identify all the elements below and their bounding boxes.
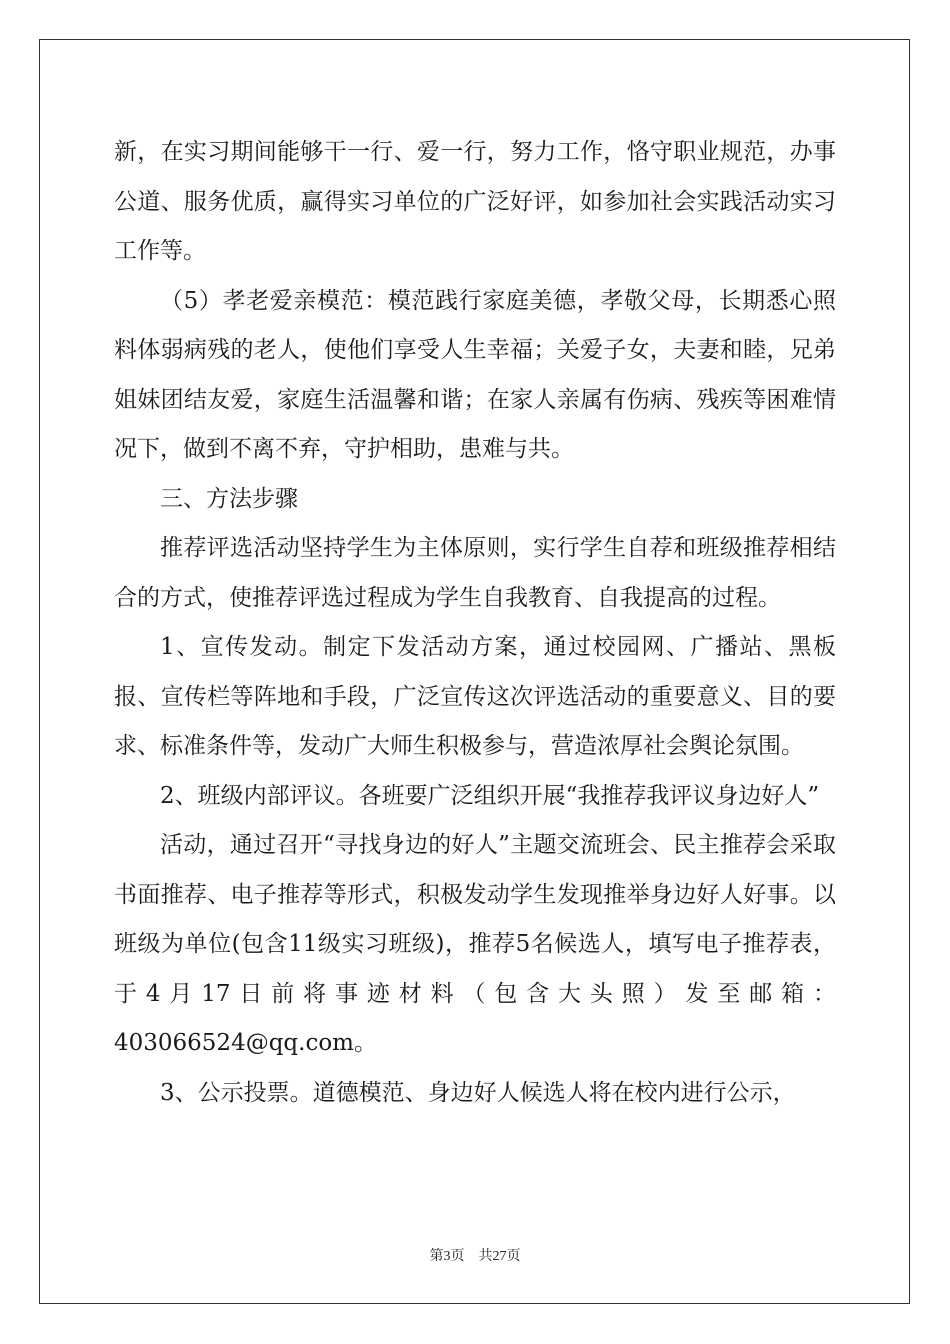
paragraph-7: 3、公示投票。道德模范、身边好人候选人将在校内进行公示， (160, 1079, 796, 1106)
paragraph-4: 1、宣传发动。制定下发活动方案，通过校园网、广播站、黑板报、宣传栏等阵地和手段，广泛宣传这次评选活动的重要意义、目的要求、标准条件等，发动广大师生积极参与，营造浓厚社会舆论氛围。 (114, 634, 836, 759)
total-pages: 共27页 (478, 1249, 521, 1264)
paragraph-6: 活动，通过召开“寻找身边的好人”主题交流班会、民主推荐会采取书面推荐、电子推荐等形式，积极发动学生发现推举身边好人好事。以班级为单位(包含11级实习班级)，推荐5名候选人，填写电子推荐表，于4月17日前将事迹材料（包含大头照）发至邮箱：403066524@qq.com。 (114, 832, 836, 1056)
document-body (114, 128, 836, 1118)
paragraph-1: 新，在实习期间能够干一行、爱一行，努力工作，恪守职业规范，办事公道、服务优质，赢得实习单位的广泛好评，如参加社会实践活动实习工作等。 (114, 139, 836, 264)
current-page-number: 第3页 (429, 1249, 465, 1264)
section-heading: 三、方法步骤 (160, 485, 298, 512)
page-footer (0, 1245, 950, 1265)
paragraph-5: 2、班级内部评议。各班要广泛组织开展“我推荐我评议身边好人” (160, 782, 820, 809)
paragraph-2: （5）孝老爱亲模范：模范践行家庭美德，孝敬父母，长期悉心照料体弱病残的老人，使他们享受人生幸福；关爱子女，夫妻和睦，兄弟姐妹团结友爱，家庭生活温馨和谐；在家人亲属有伤病、残疾等困难情况下，做到不离不弃，守护相助，患难与共。 (114, 287, 836, 462)
paragraph-3: 推荐评选活动坚持学生为主体原则，实行学生自荐和班级推荐相结合的方式，使推荐评选过程成为学生自我教育、自我提高的过程。 (114, 535, 836, 611)
